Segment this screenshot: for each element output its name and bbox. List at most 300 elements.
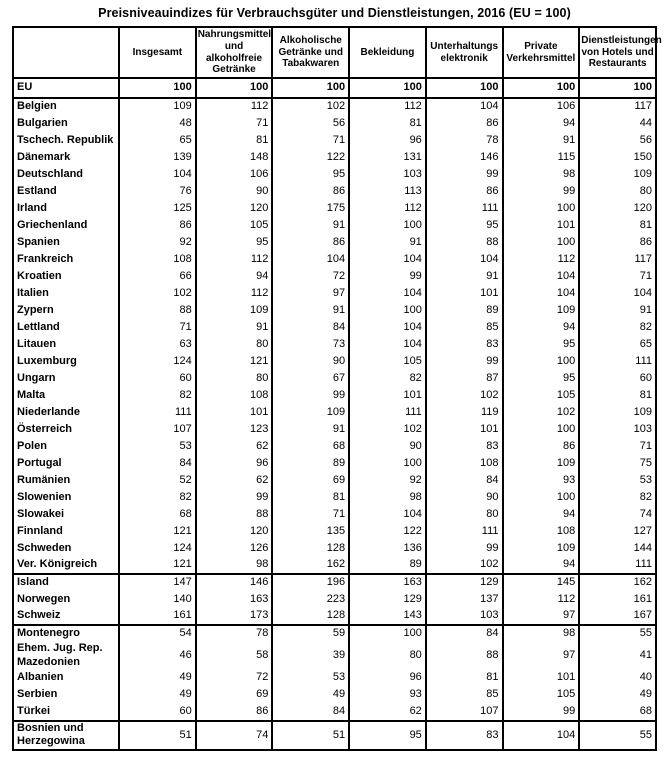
value-cell: 103: [579, 421, 656, 438]
value-cell: 91: [196, 319, 273, 336]
row-label: Kroatien: [17, 269, 62, 282]
value-cell: 86: [503, 438, 580, 455]
value-cell: 86: [196, 704, 273, 721]
table-row: [13, 404, 656, 421]
header-row: [13, 27, 656, 78]
value-cell: 104: [503, 721, 580, 751]
value-cell: 111: [579, 353, 656, 370]
value-cell: 74: [196, 721, 273, 751]
value-cell: 72: [196, 670, 273, 687]
value-cell: 104: [272, 251, 349, 268]
price-level-index-table: [12, 26, 662, 751]
value-cell: 146: [196, 574, 273, 591]
row-label: Bosnien und Herzegowina: [17, 721, 85, 748]
value-cell: 92: [349, 472, 426, 489]
value-cell: 106: [196, 166, 273, 183]
value-cell: 99: [426, 166, 503, 183]
table-row: [13, 183, 656, 200]
value-cell: 53: [272, 670, 349, 687]
value-cell: 65: [119, 132, 196, 149]
table-row: [13, 336, 656, 353]
value-cell: 104: [349, 506, 426, 523]
row-label: Frankreich: [17, 252, 74, 265]
value-cell: 65: [579, 336, 656, 353]
value-cell: 87: [426, 370, 503, 387]
value-cell: 109: [272, 404, 349, 421]
value-cell: 97: [272, 285, 349, 302]
row-label: Türkei: [17, 704, 51, 717]
table-row: [13, 687, 656, 704]
value-cell: 102: [503, 404, 580, 421]
value-cell: 89: [426, 302, 503, 319]
row-label: Schweden: [17, 541, 72, 554]
table-row: [13, 268, 656, 285]
value-cell: 91: [272, 217, 349, 234]
table-row: [13, 234, 656, 251]
value-cell: 49: [119, 687, 196, 704]
value-cell: 112: [196, 251, 273, 268]
value-cell: 106: [503, 98, 580, 115]
row-label: Dänemark: [17, 150, 71, 163]
value-cell: 99: [426, 540, 503, 557]
value-cell: 83: [426, 721, 503, 751]
value-cell: 94: [503, 115, 580, 132]
value-cell: 95: [349, 721, 426, 751]
value-cell: 101: [503, 217, 580, 234]
value-cell: 115: [503, 149, 580, 166]
value-cell: 81: [349, 115, 426, 132]
value-cell: 39: [272, 642, 349, 670]
value-cell: 91: [503, 132, 580, 149]
value-cell: 85: [426, 319, 503, 336]
table-row: [13, 721, 656, 751]
value-cell: 101: [196, 404, 273, 421]
value-cell: 98: [503, 625, 580, 642]
value-cell: 68: [579, 704, 656, 721]
value-cell: 54: [119, 625, 196, 642]
value-cell: 71: [579, 268, 656, 285]
value-cell: 112: [196, 285, 273, 302]
row-label: Italien: [17, 286, 49, 299]
value-cell: 128: [272, 608, 349, 625]
value-cell: 122: [272, 149, 349, 166]
value-cell: 111: [349, 404, 426, 421]
table-row: [13, 370, 656, 387]
row-label: Schweiz: [17, 609, 61, 622]
value-cell: 103: [349, 166, 426, 183]
value-cell: 109: [196, 302, 273, 319]
value-cell: 91: [272, 302, 349, 319]
value-cell: 108: [503, 523, 580, 540]
table-header: [13, 27, 662, 78]
value-cell: 100: [272, 78, 349, 98]
value-cell: 119: [426, 404, 503, 421]
value-cell: 90: [426, 489, 503, 506]
value-cell: 89: [272, 455, 349, 472]
value-cell: 99: [503, 183, 580, 200]
value-cell: 60: [119, 704, 196, 721]
value-cell: 99: [349, 268, 426, 285]
row-label: Österreich: [17, 422, 73, 435]
value-cell: 73: [272, 336, 349, 353]
value-cell: 100: [426, 78, 503, 98]
value-cell: 94: [196, 268, 273, 285]
value-cell: 88: [119, 302, 196, 319]
value-cell: 105: [503, 387, 580, 404]
value-cell: 112: [503, 591, 580, 608]
row-label: Finnland: [17, 524, 63, 537]
value-cell: 99: [272, 387, 349, 404]
value-cell: 88: [426, 642, 503, 670]
value-cell: 104: [349, 336, 426, 353]
table-group-candidates: [13, 625, 656, 721]
value-cell: 146: [426, 149, 503, 166]
row-label: Zypern: [17, 303, 54, 316]
value-cell: 102: [426, 557, 503, 574]
value-cell: 109: [119, 98, 196, 115]
value-cell: 46: [119, 642, 196, 670]
value-cell: 111: [119, 404, 196, 421]
value-cell: 101: [349, 387, 426, 404]
row-label: Ehem. Jug. Rep. Mazedonien: [17, 642, 103, 668]
value-cell: 163: [349, 574, 426, 591]
table-row: [13, 217, 656, 234]
value-cell: 92: [119, 234, 196, 251]
value-cell: 51: [119, 721, 196, 751]
value-cell: 94: [503, 319, 580, 336]
table-row: [13, 166, 656, 183]
table-row: [13, 704, 656, 721]
value-cell: 143: [349, 608, 426, 625]
column-header: Alkoholische Getränke und Tabakwaren: [272, 27, 349, 78]
value-cell: 82: [119, 489, 196, 506]
value-cell: 167: [579, 608, 656, 625]
value-cell: 86: [272, 183, 349, 200]
value-cell: 113: [349, 183, 426, 200]
value-cell: 94: [503, 506, 580, 523]
value-cell: 100: [503, 489, 580, 506]
value-cell: 86: [426, 183, 503, 200]
row-label: Belgien: [17, 100, 57, 113]
table-row: [13, 302, 656, 319]
row-label: Albanien: [17, 671, 64, 684]
value-cell: 99: [196, 489, 273, 506]
value-cell: 104: [503, 268, 580, 285]
value-cell: 95: [426, 217, 503, 234]
value-cell: 100: [503, 421, 580, 438]
value-cell: 62: [196, 438, 273, 455]
value-cell: 94: [503, 557, 580, 574]
table-row: [13, 132, 656, 149]
table-row: [13, 200, 656, 217]
value-cell: 109: [579, 166, 656, 183]
row-label: Portugal: [17, 456, 62, 469]
value-cell: 90: [272, 353, 349, 370]
value-cell: 97: [503, 642, 580, 670]
value-cell: 86: [579, 234, 656, 251]
value-cell: 60: [579, 370, 656, 387]
value-cell: 80: [579, 183, 656, 200]
row-label: Norwegen: [17, 592, 71, 605]
value-cell: 78: [196, 625, 273, 642]
value-cell: 139: [119, 149, 196, 166]
value-cell: 91: [426, 268, 503, 285]
table-row: [13, 98, 656, 115]
value-cell: 103: [426, 608, 503, 625]
row-label: Niederlande: [17, 405, 80, 418]
value-cell: 104: [349, 285, 426, 302]
value-cell: 51: [272, 721, 349, 751]
table-row: [13, 149, 656, 166]
value-cell: 131: [349, 149, 426, 166]
table-group-eu-aggregate: [13, 78, 656, 98]
value-cell: 49: [119, 670, 196, 687]
table-row: [13, 319, 656, 336]
table-row: [13, 625, 656, 642]
value-cell: 123: [196, 421, 273, 438]
row-label: Serbien: [17, 688, 58, 701]
value-cell: 81: [196, 132, 273, 149]
value-cell: 96: [196, 455, 273, 472]
value-cell: 109: [503, 455, 580, 472]
table-row: [13, 591, 656, 608]
value-cell: 105: [503, 687, 580, 704]
value-cell: 83: [426, 336, 503, 353]
table-row: [13, 421, 656, 438]
value-cell: 58: [196, 642, 273, 670]
value-cell: 120: [196, 200, 273, 217]
value-cell: 144: [579, 540, 656, 557]
value-cell: 100: [349, 302, 426, 319]
row-label: Montenegro: [17, 627, 80, 640]
value-cell: 56: [272, 115, 349, 132]
table-group-efta: [13, 574, 656, 625]
value-cell: 111: [579, 557, 656, 574]
value-cell: 120: [579, 200, 656, 217]
value-cell: 161: [579, 591, 656, 608]
value-cell: 86: [426, 115, 503, 132]
value-cell: 101: [426, 421, 503, 438]
row-label: Luxemburg: [17, 354, 77, 367]
value-cell: 111: [426, 200, 503, 217]
value-cell: 102: [426, 387, 503, 404]
row-label: Slowakei: [17, 507, 65, 520]
value-cell: 101: [426, 285, 503, 302]
value-cell: 95: [196, 234, 273, 251]
value-cell: 82: [579, 319, 656, 336]
value-cell: 107: [119, 421, 196, 438]
value-cell: 100: [196, 78, 273, 98]
table-row: [13, 506, 656, 523]
table-row: [13, 251, 656, 268]
value-cell: 91: [349, 234, 426, 251]
table-row: [13, 78, 656, 98]
row-label: Ver. Königreich: [17, 558, 98, 571]
value-cell: 55: [579, 625, 656, 642]
value-cell: 86: [119, 217, 196, 234]
value-cell: 124: [119, 353, 196, 370]
value-cell: 100: [503, 353, 580, 370]
value-cell: 66: [119, 268, 196, 285]
column-header: Insgesamt: [119, 27, 196, 78]
value-cell: 90: [196, 183, 273, 200]
value-cell: 100: [349, 625, 426, 642]
value-cell: 101: [503, 670, 580, 687]
value-cell: 82: [579, 489, 656, 506]
row-label: Bulgarien: [17, 116, 68, 129]
value-cell: 104: [119, 166, 196, 183]
value-cell: 80: [349, 642, 426, 670]
value-cell: 108: [426, 455, 503, 472]
value-cell: 104: [426, 251, 503, 268]
value-cell: 80: [196, 370, 273, 387]
value-cell: 49: [579, 687, 656, 704]
value-cell: 128: [272, 540, 349, 557]
value-cell: 100: [349, 217, 426, 234]
table-row: [13, 455, 656, 472]
column-header: Nahrungsmittel und alkoholfreie Getränke: [196, 27, 273, 78]
table-row: [13, 608, 656, 625]
value-cell: 112: [349, 98, 426, 115]
value-cell: 84: [272, 319, 349, 336]
value-cell: 107: [426, 704, 503, 721]
value-cell: 68: [272, 438, 349, 455]
value-cell: 71: [272, 506, 349, 523]
value-cell: 117: [579, 251, 656, 268]
value-cell: 84: [426, 625, 503, 642]
value-cell: 91: [272, 421, 349, 438]
value-cell: 59: [272, 625, 349, 642]
value-cell: 55: [579, 721, 656, 751]
value-cell: 102: [119, 285, 196, 302]
value-cell: 67: [272, 370, 349, 387]
value-cell: 112: [196, 98, 273, 115]
value-cell: 69: [272, 472, 349, 489]
value-cell: 96: [349, 132, 426, 149]
value-cell: 175: [272, 200, 349, 217]
row-label: Estland: [17, 184, 57, 197]
value-cell: 100: [349, 78, 426, 98]
column-header: Unterhaltungs elektronik: [426, 27, 503, 78]
value-cell: 100: [503, 78, 580, 98]
value-cell: 96: [349, 670, 426, 687]
value-cell: 76: [119, 183, 196, 200]
corner-cell: [13, 27, 119, 78]
table-row: [13, 574, 656, 591]
table-row: [13, 489, 656, 506]
value-cell: 98: [196, 557, 273, 574]
row-label: Malta: [17, 388, 46, 401]
value-cell: 97: [503, 608, 580, 625]
value-cell: 137: [426, 591, 503, 608]
value-cell: 140: [119, 591, 196, 608]
value-cell: 125: [119, 200, 196, 217]
value-cell: 84: [272, 704, 349, 721]
value-cell: 68: [119, 506, 196, 523]
value-cell: 88: [426, 234, 503, 251]
value-cell: 109: [503, 540, 580, 557]
row-label: Spanien: [17, 235, 60, 248]
value-cell: 120: [196, 523, 273, 540]
value-cell: 72: [272, 268, 349, 285]
page-title: Preisniveauindizes für Verbrauchsgüter und Dienstleistungen, 2016 (EU = 100): [98, 6, 571, 20]
value-cell: 150: [579, 149, 656, 166]
table-row: [13, 115, 656, 132]
value-cell: 81: [272, 489, 349, 506]
value-cell: 100: [503, 200, 580, 217]
value-cell: 99: [503, 704, 580, 721]
row-label: EU: [17, 81, 33, 94]
value-cell: 69: [196, 687, 273, 704]
row-label: Litauen: [17, 337, 57, 350]
value-cell: 71: [119, 319, 196, 336]
value-cell: 111: [426, 523, 503, 540]
row-label: Slowenien: [17, 490, 72, 503]
value-cell: 112: [503, 251, 580, 268]
table-row: [13, 438, 656, 455]
value-cell: 80: [426, 506, 503, 523]
value-cell: 90: [349, 438, 426, 455]
value-cell: 78: [426, 132, 503, 149]
table-row: [13, 642, 656, 670]
value-cell: 126: [196, 540, 273, 557]
value-cell: 129: [349, 591, 426, 608]
value-cell: 82: [349, 370, 426, 387]
value-cell: 81: [579, 387, 656, 404]
value-cell: 121: [196, 353, 273, 370]
row-label: Rumänien: [17, 473, 71, 486]
table-row: [13, 540, 656, 557]
value-cell: 99: [426, 353, 503, 370]
value-cell: 136: [349, 540, 426, 557]
row-label: Polen: [17, 439, 47, 452]
row-label: Lettland: [17, 320, 60, 333]
value-cell: 95: [503, 336, 580, 353]
value-cell: 93: [503, 472, 580, 489]
value-cell: 71: [579, 438, 656, 455]
value-cell: 95: [272, 166, 349, 183]
table-row: [13, 353, 656, 370]
value-cell: 88: [196, 506, 273, 523]
value-cell: 145: [503, 574, 580, 591]
table-group-potential-candidates: [13, 721, 656, 751]
value-cell: 122: [349, 523, 426, 540]
value-cell: 102: [349, 421, 426, 438]
value-cell: 41: [579, 642, 656, 670]
row-label: Tschech. Republik: [17, 133, 114, 146]
value-cell: 162: [579, 574, 656, 591]
value-cell: 56: [579, 132, 656, 149]
value-cell: 173: [196, 608, 273, 625]
value-cell: 93: [349, 687, 426, 704]
value-cell: 112: [349, 200, 426, 217]
value-cell: 100: [579, 78, 656, 98]
value-cell: 89: [349, 557, 426, 574]
value-cell: 98: [349, 489, 426, 506]
value-cell: 60: [119, 370, 196, 387]
value-cell: 44: [579, 115, 656, 132]
value-cell: 108: [119, 251, 196, 268]
value-cell: 71: [272, 132, 349, 149]
row-label: Island: [17, 576, 49, 589]
value-cell: 109: [503, 302, 580, 319]
value-cell: 129: [426, 574, 503, 591]
table-row: [13, 523, 656, 540]
value-cell: 53: [119, 438, 196, 455]
value-cell: 63: [119, 336, 196, 353]
value-cell: 102: [272, 98, 349, 115]
value-cell: 75: [579, 455, 656, 472]
